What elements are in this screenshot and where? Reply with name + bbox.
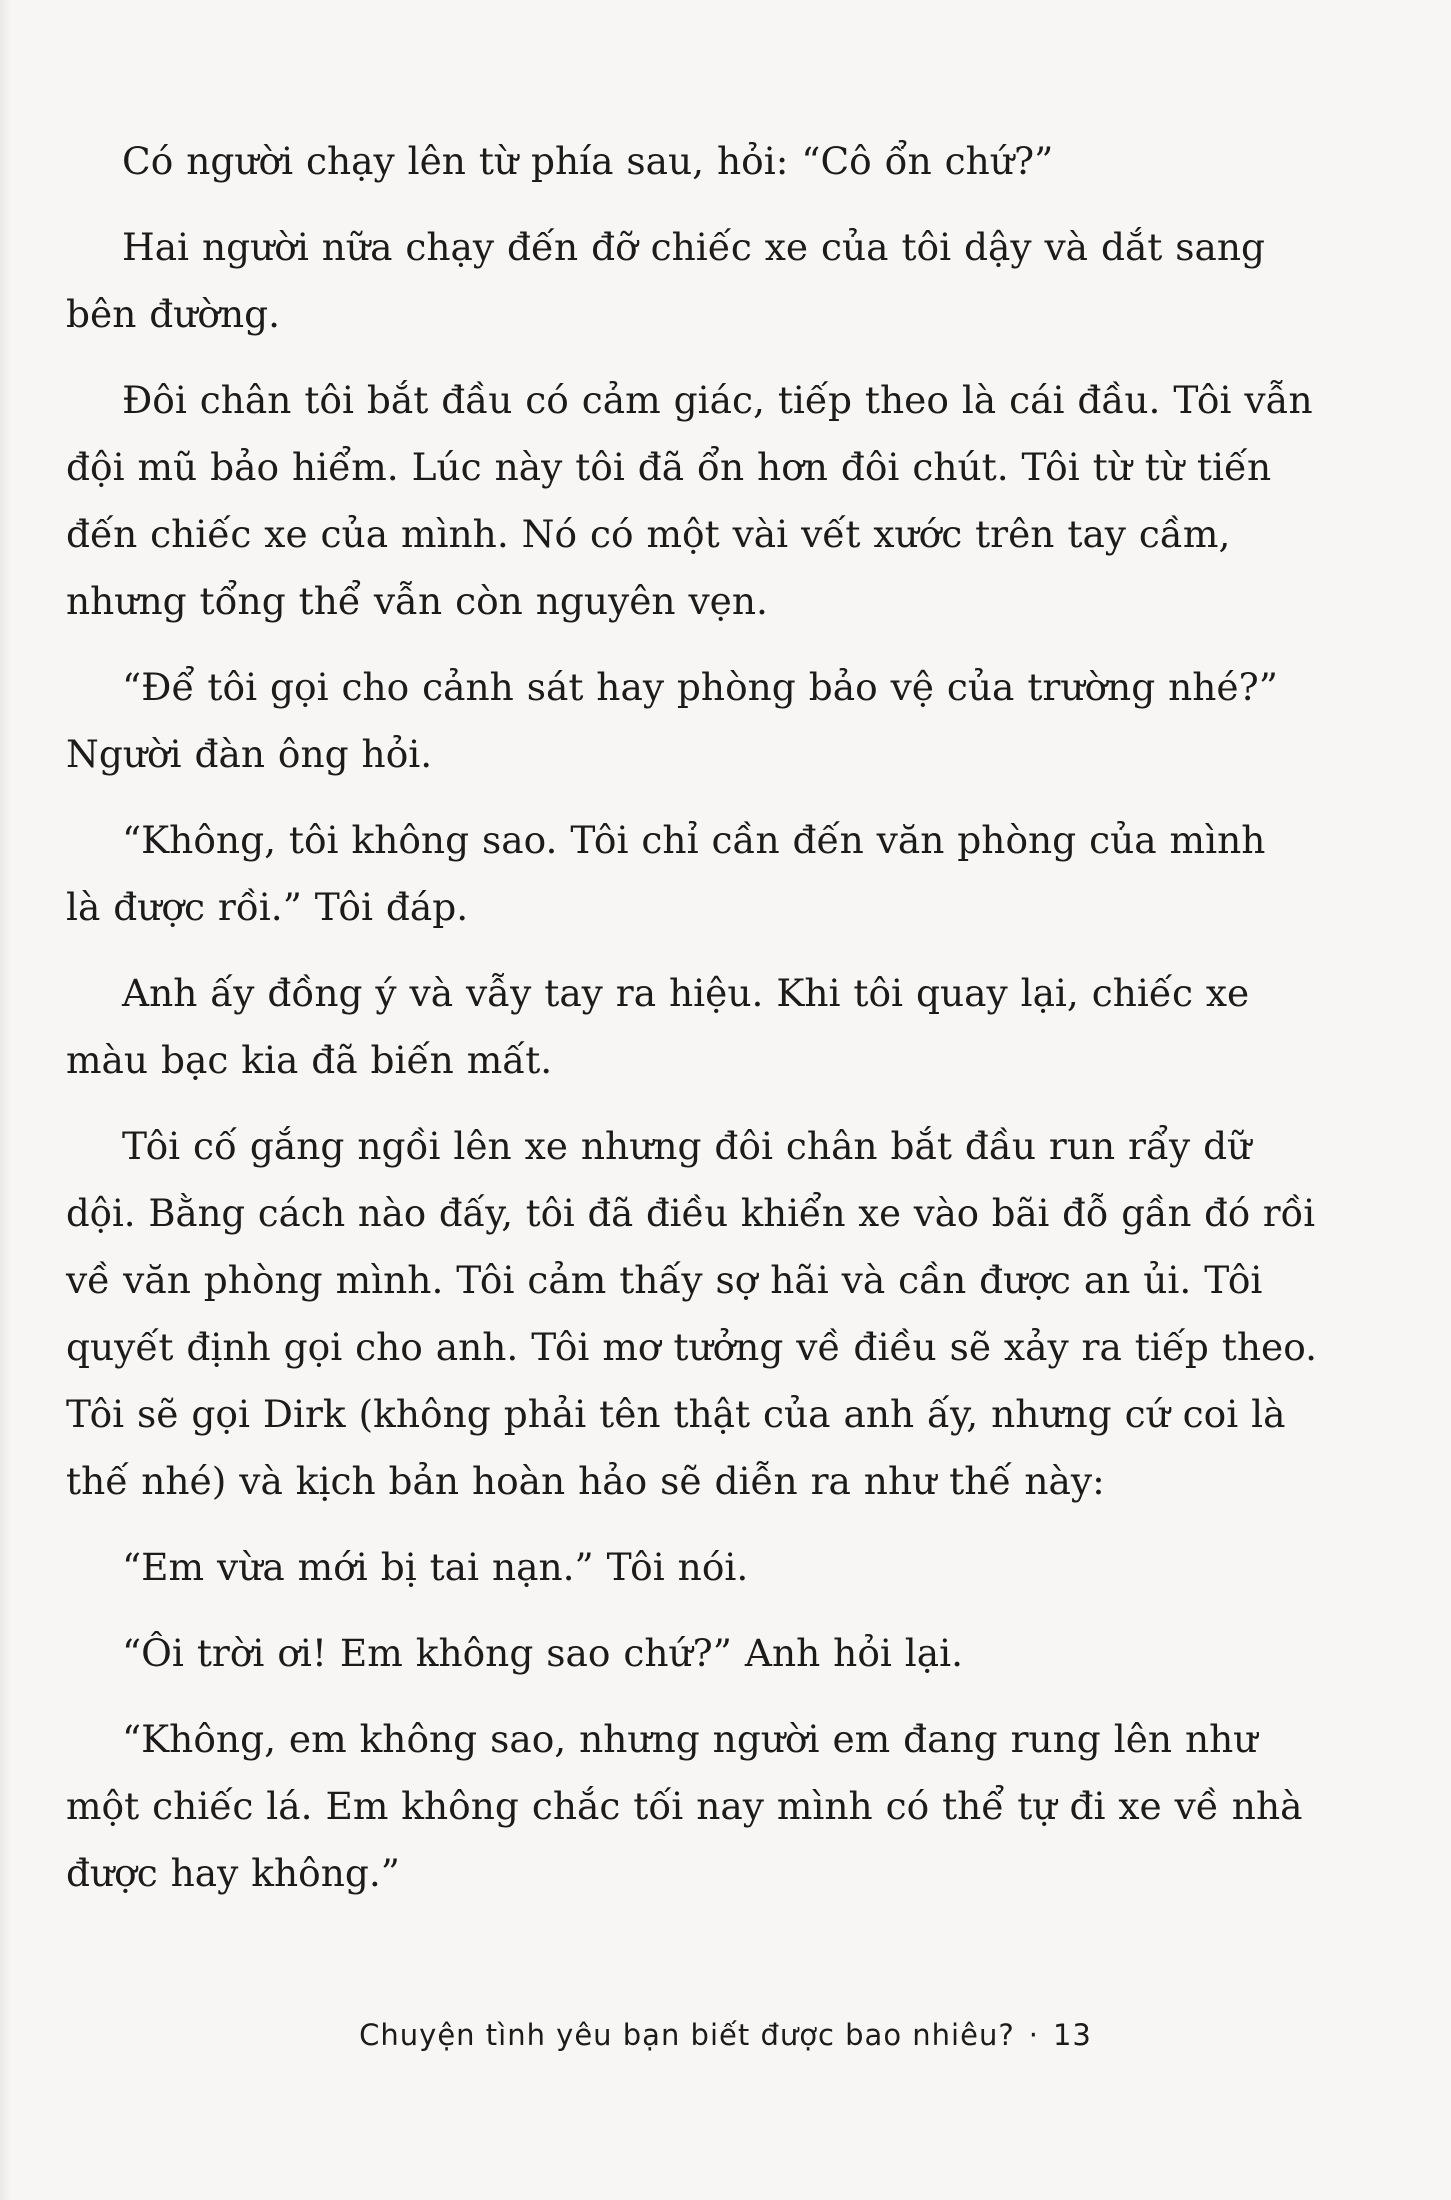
paragraph-3 [66,367,1321,635]
paragraph-8 [66,1534,1321,1601]
text-line: thế nhé) và kịch bản hoàn hảo sẽ diễn ra như thế này: [66,1459,1105,1503]
text-line: màu bạc kia đã biến mất. [66,1038,553,1082]
text-line: Người đàn ông hỏi. [66,732,433,776]
text-line: bên đường. [66,292,281,336]
text-line: Tôi cố gắng ngồi lên xe nhưng đôi chân bắt đầu run rẩy dữ [122,1124,1252,1168]
text-line: “Không, tôi không sao. Tôi chỉ cần đến văn phòng của mình [122,818,1266,862]
body-text [66,128,1321,1926]
text-line: “Ôi trời ơi! Em không sao chứ?” Anh hỏi lại. [122,1631,964,1675]
text-line: quyết định gọi cho anh. Tôi mơ tưởng về điều sẽ xảy ra tiếp theo. [66,1325,1318,1369]
text-line: Đôi chân tôi bắt đầu có cảm giác, tiếp theo là cái đầu. Tôi vẫn [122,378,1313,422]
text-line: “Không, em không sao, nhưng người em đang rung lên như [122,1717,1258,1761]
running-footer [0,2018,1451,2052]
footer-separator: · [1028,2018,1039,2052]
text-line: Hai người nữa chạy đến đỡ chiếc xe của tôi dậy và dắt sang [122,225,1266,269]
text-line: được hay không.” [66,1851,400,1895]
text-line: dội. Bằng cách nào đấy, tôi đã điều khiển xe vào bãi đỗ gần đó rồi [66,1192,1316,1235]
paragraph-6 [66,960,1321,1094]
text-line: Tôi sẽ gọi Dirk (không phải tên thật của anh ấy, nhưng cứ coi là [66,1392,1286,1436]
text-line: Có người chạy lên từ phía sau, hỏi: “Cô ổn chứ?” [122,139,1054,183]
paragraph-4 [66,654,1321,788]
text-line: đến chiếc xe của mình. Nó có một vài vết xước trên tay cầm, [66,512,1231,556]
text-line: về văn phòng mình. Tôi cảm thấy sợ hãi và cần được an ủi. Tôi [66,1258,1263,1302]
text-line: đội mũ bảo hiểm. Lúc này tôi đã ổn hơn đôi chút. Tôi từ từ tiến [66,445,1272,489]
text-line: nhưng tổng thể vẫn còn nguyên vẹn. [66,579,768,623]
paragraph-9 [66,1620,1321,1687]
text-line: một chiếc lá. Em không chắc tối nay mình có thể tự đi xe về nhà [66,1784,1303,1828]
text-line: “Em vừa mới bị tai nạn.” Tôi nói. [122,1545,749,1589]
paragraph-10 [66,1706,1321,1907]
text-line: là được rồi.” Tôi đáp. [66,885,469,929]
paragraph-7 [66,1113,1321,1515]
paragraph-1 [66,128,1321,195]
page-number: 13 [1052,2018,1092,2052]
text-line: “Để tôi gọi cho cảnh sát hay phòng bảo vệ của trường nhé?” [122,665,1278,709]
paragraph-5 [66,807,1321,941]
text-line: Anh ấy đồng ý và vẫy tay ra hiệu. Khi tôi quay lại, chiếc xe [122,971,1250,1015]
footer-book-title: Chuyện tình yêu bạn biết được bao nhiêu? [359,2018,1015,2052]
paragraph-2 [66,214,1321,348]
